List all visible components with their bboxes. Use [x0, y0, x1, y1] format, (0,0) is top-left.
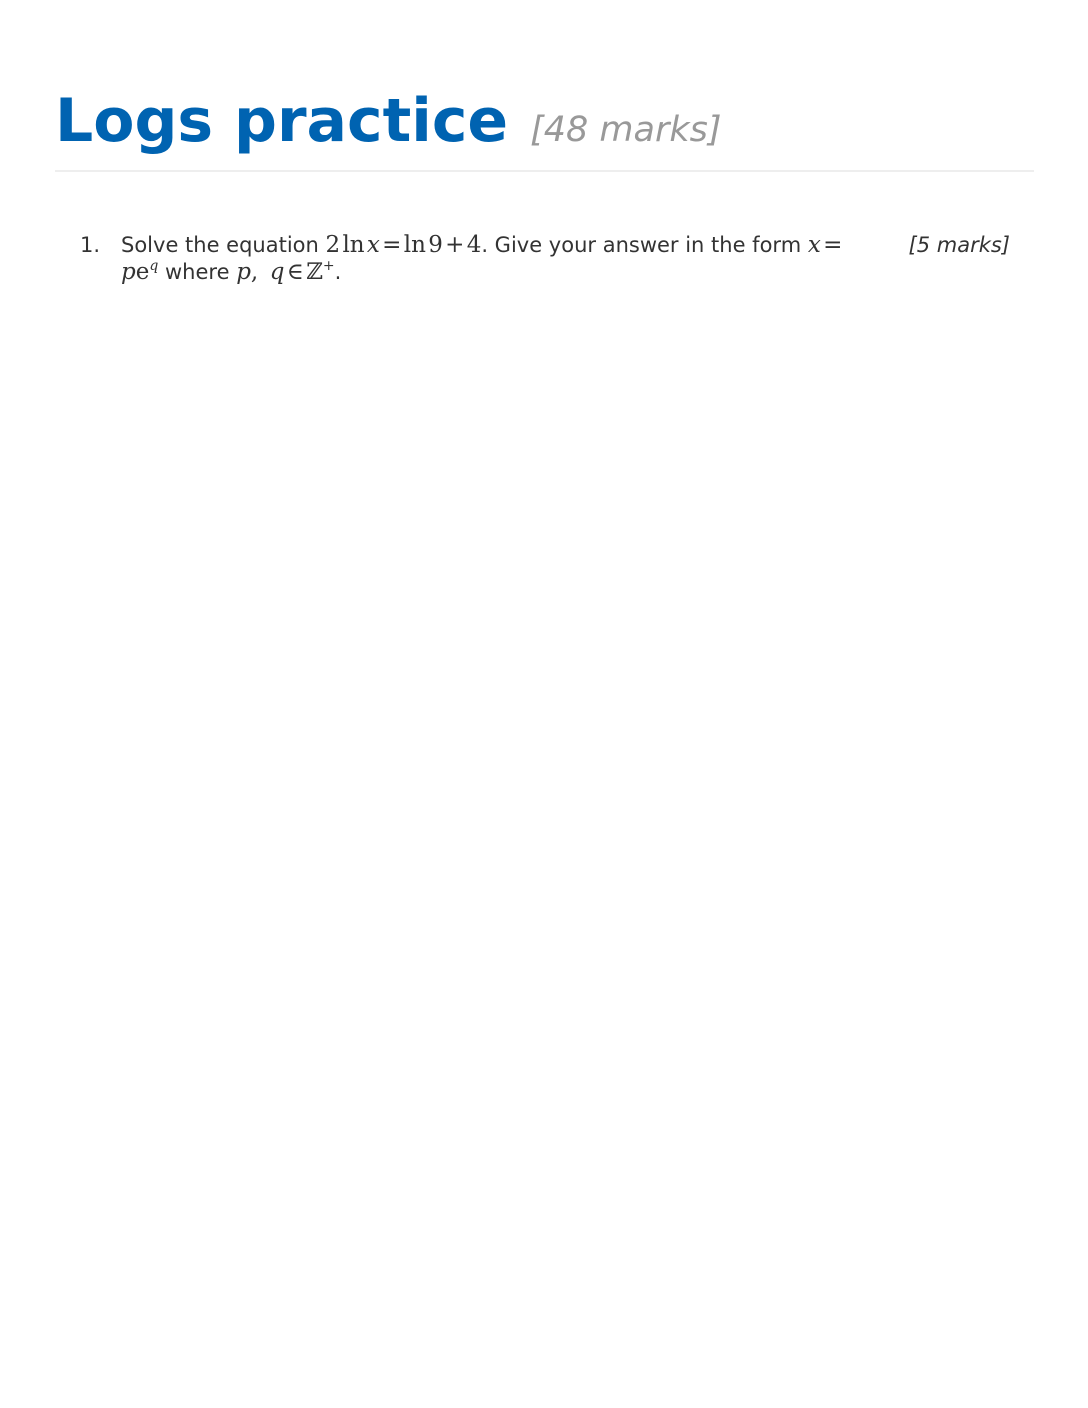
question-number: 1.	[80, 233, 101, 257]
page-title: Logs practice	[55, 86, 509, 156]
variable-condition: p, q ∈ ℤ+	[236, 258, 335, 285]
question-marks: [5 marks]	[908, 233, 1010, 257]
question-text-end: .	[334, 260, 342, 284]
question-text	[121, 232, 881, 289]
question-text-intro: Solve the equation	[121, 233, 326, 257]
equation: 2 ln x = ln 9 + 4	[325, 232, 482, 258]
question-text-where: where	[158, 260, 237, 284]
answer-form: x = $pe^q$	[121, 232, 845, 285]
header-divider	[55, 170, 1034, 172]
question-text-middle: . Give your answer in the form	[481, 233, 808, 257]
worksheet-header	[55, 86, 1034, 156]
total-marks: [48 marks]	[530, 110, 722, 150]
